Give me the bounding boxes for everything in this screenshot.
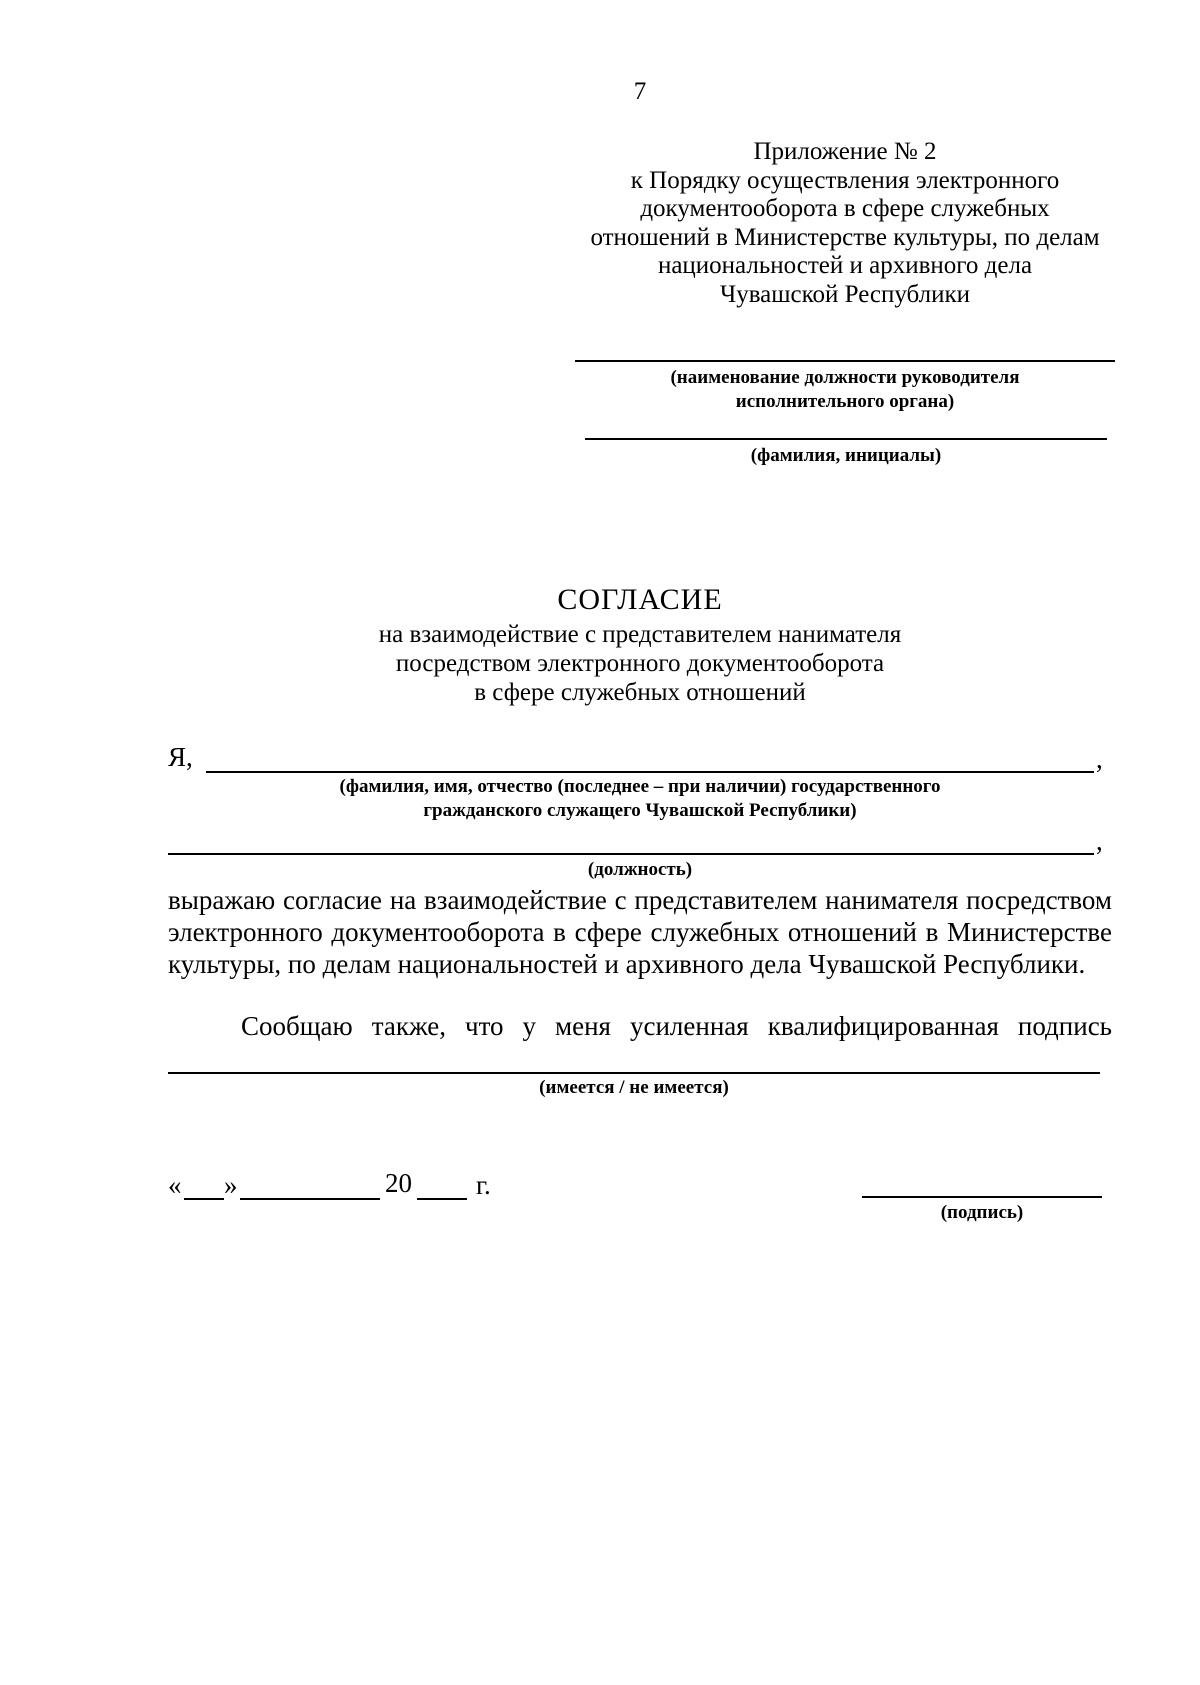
declarant-name-comma: , xyxy=(1096,744,1103,774)
document-subtitle: на взаимодействие с представителем нанимателя посредством электронного документооборота в сфере служебных отношений xyxy=(378,621,902,706)
signature-caption: (подпись) xyxy=(940,1202,1024,1223)
declarant-name-line[interactable] xyxy=(206,771,1094,773)
date-month-line[interactable] xyxy=(240,1198,380,1200)
signature-status-caption: (имеется / не имеется) xyxy=(539,1077,729,1098)
appendix-line: отношений в Министерстве культуры, по делам xyxy=(590,223,1100,251)
signature-line[interactable] xyxy=(862,1196,1102,1198)
addressee-position-line[interactable] xyxy=(575,360,1115,362)
page-number: 7 xyxy=(633,78,647,105)
date-day-line[interactable] xyxy=(184,1198,224,1200)
addressee-name-line[interactable] xyxy=(585,438,1107,440)
signature-status-line[interactable] xyxy=(168,1072,1100,1074)
document-title: СОГЛАСИЕ xyxy=(557,583,723,616)
appendix-header xyxy=(575,138,1115,309)
consent-paragraph: выражаю согласие на взаимодействие с представителем нанимателя посредством электронного документооборота в сфере служебных отношений в Министерстве культуры, по делам национальностей и архивного дела Чувашской Республики. xyxy=(168,885,1112,979)
declarant-position-comma: , xyxy=(1096,826,1103,856)
declarant-prefix: Я, xyxy=(168,742,193,772)
addressee-position-caption: (наименование должности руководителя исполнительного органа) xyxy=(670,367,1020,412)
appendix-line: Приложение № 2 xyxy=(753,138,937,165)
date-quote-close: » xyxy=(224,1170,238,1200)
date-year-suffix: г. xyxy=(476,1170,491,1200)
addressee-name-caption: (фамилия, инициалы) xyxy=(750,445,942,466)
declarant-name-caption: (фамилия, имя, отчество (последнее – при наличии) государственного гражданского служащего Чувашской Республики) xyxy=(339,776,941,821)
declarant-position-line[interactable] xyxy=(168,853,1094,855)
appendix-line: национальностей и архивного дела xyxy=(657,252,1033,279)
date-quote-open: « xyxy=(168,1170,182,1200)
appendix-line: к Порядку осуществления электронного xyxy=(630,166,1060,194)
signature-paragraph: Сообщаю также, что у меня усиленная квалифицированная подпись xyxy=(241,1011,1112,1041)
appendix-line: Чувашской Республики xyxy=(719,280,971,308)
declarant-position-caption: (должность) xyxy=(587,859,693,880)
appendix-line: документооборота в сфере служебных xyxy=(640,195,1050,222)
date-year-prefix: 20 xyxy=(385,1168,412,1198)
date-year-line[interactable] xyxy=(417,1198,467,1200)
